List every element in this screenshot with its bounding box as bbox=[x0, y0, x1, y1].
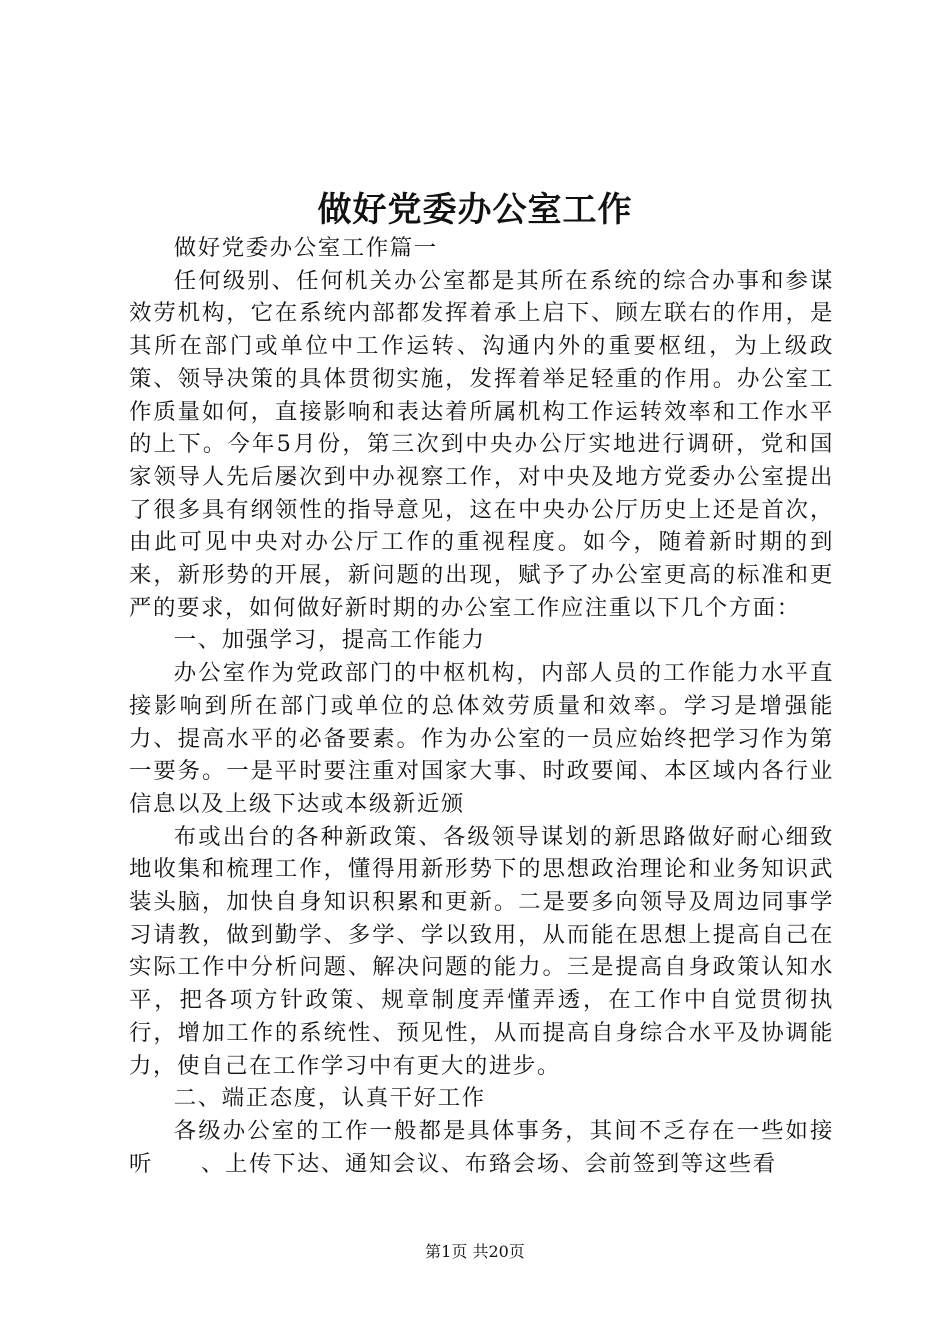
document-body bbox=[129, 232, 834, 1180]
document-title: 做好党委办公室工作 bbox=[317, 190, 633, 230]
page-number: 第1页 共20页 bbox=[425, 1242, 525, 1261]
paragraph-study-2: 布或出台的各种新政策、各级领导谋划的新思路做好耐心细致地收集和梳理工作，懂得用新形势下的思想政治理论和业务知识武装头脑，加快自身知识积累和更新。二是要多向领导及周边同事学习请教，做到勤学、多学、学以致用，从而能在思想上提高自己在实际工作中分析问题、解决问题的能力。三是提高自身政策认知水平，把各项方针政策、规章制度弄懂弄透，在工作中自觉贯彻执行，增加工作的系统性、预见性，从而提高自身综合水平及协调能力，使自己在工作学习中有更大的进步。 bbox=[129, 823, 834, 1079]
section-subtitle: 做好党委办公室工作篇一 bbox=[173, 235, 438, 261]
section-heading-2: 二、端正态度，认真干好工作 bbox=[173, 1085, 486, 1112]
paragraph-study-1: 办公室作为党政部门的中枢机构，内部人员的工作能力水平直接影响到所在部门或单位的总体效劳质量和效率。学习是增强能力、提高水平的必备要素。作为办公室的一员应始终把学习作为第一要务。一是平时要注重对国家大事、时政要闻、本区域内各行业信息以及上级下达或本级新近颁 bbox=[129, 660, 834, 817]
paragraph-intro: 任何级别、任何机关办公室都是其所在系统的综合办事和参谋效劳机构，它在系统内部都发挥着承上启下、顾左联右的作用，是其所在部门或单位中工作运转、沟通内外的重要枢纽，为上级政策、领导决策的具体贯彻实施，发挥着举足轻重的作用。办公室工作质量如何，直接影响和表达着所属机构工作运转效率和工作水平的上下。今年5月份，第三次到中央办公厅实地进行调研，党和国家领导人先后屡次到中办视察工作，对中央及地方党委办公室提出了很多具有纲领性的指导意见，这在中央办公厅历史上还是首次，由此可见中央对办公厅工作的重视程度。如今，随着新时期的到来，新形势的开展，新问题的出现，赋予了办公室更高的标准和更严的要求，如何做好新时期的办公室工作应注重以下几个方面： bbox=[129, 267, 834, 621]
paragraph-attitude: 各级办公室的工作一般都是具体事务，其间不乏存在一些如接听 、上传下达、通知会议、布臵会场、会前签到等这些看 bbox=[129, 1117, 834, 1177]
section-heading-1: 一、加强学习，提高工作能力 bbox=[173, 627, 486, 654]
